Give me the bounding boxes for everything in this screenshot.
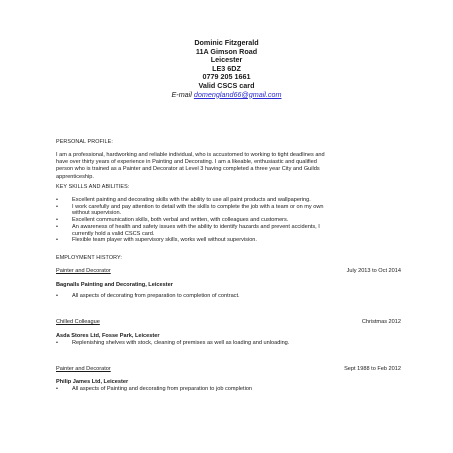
job-dates: July 2013 to Oct 2014 bbox=[346, 268, 401, 274]
duty-text: Replenishing shelves with stock, cleaning of premises as well as loading and unloading. bbox=[72, 340, 290, 346]
job-title: Painter and Decorator bbox=[56, 366, 111, 372]
job-duties bbox=[56, 340, 428, 347]
employer-name: Philip James Ltd, Leicester bbox=[56, 379, 129, 385]
skill-text: without supervision. bbox=[72, 210, 122, 217]
employer-name: Bagnalls Painting and Decorating, Leicester bbox=[56, 282, 173, 288]
address-postcode: LE3 6DZ bbox=[212, 63, 241, 73]
list-item bbox=[56, 340, 428, 347]
skill-text: An awareness of health and safety issues with the ability to identify hazards and prevent accidents, I bbox=[72, 223, 320, 230]
list-item bbox=[56, 224, 428, 237]
job-duties bbox=[56, 386, 428, 393]
bullet-icon: • bbox=[56, 293, 58, 299]
bullet-icon: • bbox=[56, 217, 58, 224]
profile-line: I am a professional, hardworking and reliable individual, who is accustomed to working to tight deadlines and bbox=[56, 152, 325, 158]
profile-paragraph bbox=[56, 152, 426, 181]
duty-text: All aspects of Painting and decorating from preparation to job completion bbox=[72, 386, 253, 392]
job-title-row bbox=[56, 319, 401, 326]
bullet-icon: • bbox=[56, 237, 58, 244]
list-item bbox=[56, 237, 428, 244]
profile-line: person who is trained as a Painter and Decorator at Level 3 having completed a three year City and Guilds bbox=[56, 166, 320, 173]
employer-name: Asda Stores Ltd, Fosse Park, Leicester bbox=[56, 333, 160, 339]
address-city: Leicester bbox=[210, 55, 243, 65]
email-label: E-mail bbox=[171, 89, 194, 99]
skill-text: currently hold a valid CSCS card. bbox=[72, 230, 155, 237]
job-dates: Christmas 2012 bbox=[361, 319, 401, 325]
applicant-name: Dominic Fitzgerald bbox=[194, 38, 259, 47]
skill-text: Excellent painting and decorating skills with the ability to use all paint products and wallpapering. bbox=[72, 197, 311, 203]
skill-text: I work carefully and pay attention to detail with the skills to complete the job with a team or on my own bbox=[72, 203, 324, 210]
job-title-row bbox=[56, 366, 401, 373]
address-line: 11A Gimson Road bbox=[195, 46, 258, 56]
job-title-row bbox=[56, 268, 401, 275]
bullet-icon: • bbox=[56, 203, 58, 210]
phone-number: 0779 205 1661 bbox=[202, 72, 251, 82]
profile-line: apprenticeship. bbox=[56, 173, 94, 180]
job-title: Chilled Colleague bbox=[56, 319, 100, 325]
list-item bbox=[56, 217, 428, 224]
email-row bbox=[0, 91, 453, 100]
list-item bbox=[56, 204, 428, 217]
bullet-icon: • bbox=[56, 340, 58, 346]
job-duties bbox=[56, 293, 428, 300]
skills-list bbox=[56, 197, 428, 244]
email-link[interactable]: domengland66@gmail.com bbox=[193, 89, 282, 99]
job-dates: Sept 1988 to Feb 2012 bbox=[344, 366, 401, 372]
list-item bbox=[56, 197, 428, 204]
contact-header bbox=[0, 39, 453, 99]
job-title: Painter and Decorator bbox=[56, 268, 111, 274]
skill-text: Excellent communication skills, both verbal and written, with colleagues and customers. bbox=[72, 217, 289, 224]
bullet-icon: • bbox=[56, 386, 58, 392]
skill-text: Flexible team player with supervisory skills, works well without supervision. bbox=[72, 237, 257, 244]
list-item bbox=[56, 293, 428, 300]
skills-heading: KEY SKILLS AND ABILITIES: bbox=[56, 184, 130, 190]
bullet-icon: • bbox=[56, 223, 58, 230]
employment-heading: EMPLOYMENT HISTORY: bbox=[56, 255, 123, 261]
bullet-icon: • bbox=[56, 197, 58, 203]
cscs-status: Valid CSCS card bbox=[198, 80, 255, 90]
duty-text: All aspects of decorating from preparation to completion of contract. bbox=[72, 293, 240, 299]
profile-line: have over thirty years of experience in Painting and Decorating. I am a likeable, enthusiastic and qualified bbox=[56, 159, 317, 166]
profile-heading: PERSONAL PROFILE: bbox=[56, 139, 113, 145]
list-item bbox=[56, 386, 428, 393]
